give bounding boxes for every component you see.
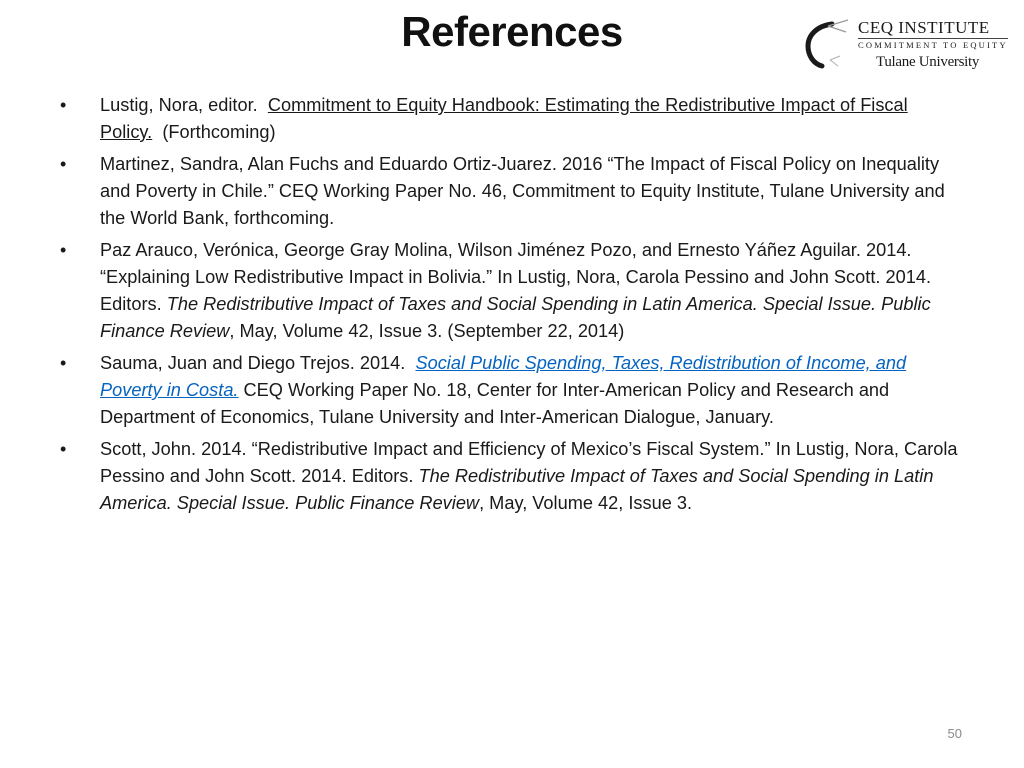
reference-note: (Forthcoming) — [162, 122, 276, 142]
bullet: • — [60, 439, 67, 459]
reference-item — [60, 92, 960, 146]
reference-item — [60, 237, 960, 345]
reference-title: Commitment to Equity Handbook: Estimating the Redistributive Impact of Fiscal Policy. — [100, 95, 908, 142]
bullet: • — [60, 240, 67, 260]
reference-item — [60, 350, 960, 431]
ceq-logo-mark-icon — [802, 18, 852, 70]
reference-link[interactable]: Social Public Spending, Taxes, Redistribution of Income, and Poverty in Costa. — [100, 353, 907, 400]
reference-text: Paz Arauco, Verónica, George Gray Molina, Wilson Jiménez Pozo, and Ernesto Yáñez Aguilar. 2014. “Explaining Low Redistributive Impact in Bolivia.” In Lustig, Nora, Carola Pessino and John Scott. 2014. Editors. — [100, 240, 931, 314]
reference-publication: The Redistributive Impact of Taxes and Social Spending in Latin America. Special Issue. Public Finance Review — [100, 294, 931, 341]
logo-tagline: COMMITMENT TO EQUITY — [858, 40, 1008, 50]
logo-divider — [858, 38, 1008, 39]
ceq-institute-logo — [800, 16, 1012, 72]
logo-university: Tulane University — [876, 54, 980, 70]
slide-title: References — [401, 8, 623, 55]
reference-author: Lustig, Nora, editor. — [100, 95, 258, 115]
reference-text: Martinez, Sandra, Alan Fuchs and Eduardo Ortiz-Juarez. 2016 “The Impact of Fiscal Policy on Inequality and Poverty in Chile.” CEQ Working Paper No. 46, Commitment to Equity Institute, Tulane University and the World Bank, forthcoming. — [100, 154, 945, 228]
bullet: • — [60, 95, 67, 115]
reference-author: Sauma, Juan and Diego Trejos. 2014. — [100, 353, 406, 373]
reference-details: CEQ Working Paper No. 18, Center for Inter-American Policy and Research and Department of Economics, Tulane University and Inter-American Dialogue, January. — [100, 380, 890, 427]
bullet: • — [60, 154, 67, 174]
bullet: • — [60, 353, 67, 373]
reference-text: Scott, John. 2014. “Redistributive Impact and Efficiency of Mexico’s Fiscal System.” In Lustig, Nora, Carola Pessino and John Scott. 2014. Editors. — [100, 439, 958, 486]
logo-name: CEQ INSTITUTE — [858, 18, 990, 37]
page-number: 50 — [947, 726, 962, 741]
reference-item — [60, 436, 960, 517]
reference-details: , May, Volume 42, Issue 3. — [479, 493, 693, 513]
reference-item — [60, 151, 960, 232]
references-list — [60, 92, 960, 522]
reference-details: , May, Volume 42, Issue 3. (September 22, 2014) — [229, 321, 625, 341]
reference-publication: The Redistributive Impact of Taxes and Social Spending in Latin America. Special Issue. Public Finance Review — [100, 466, 934, 513]
